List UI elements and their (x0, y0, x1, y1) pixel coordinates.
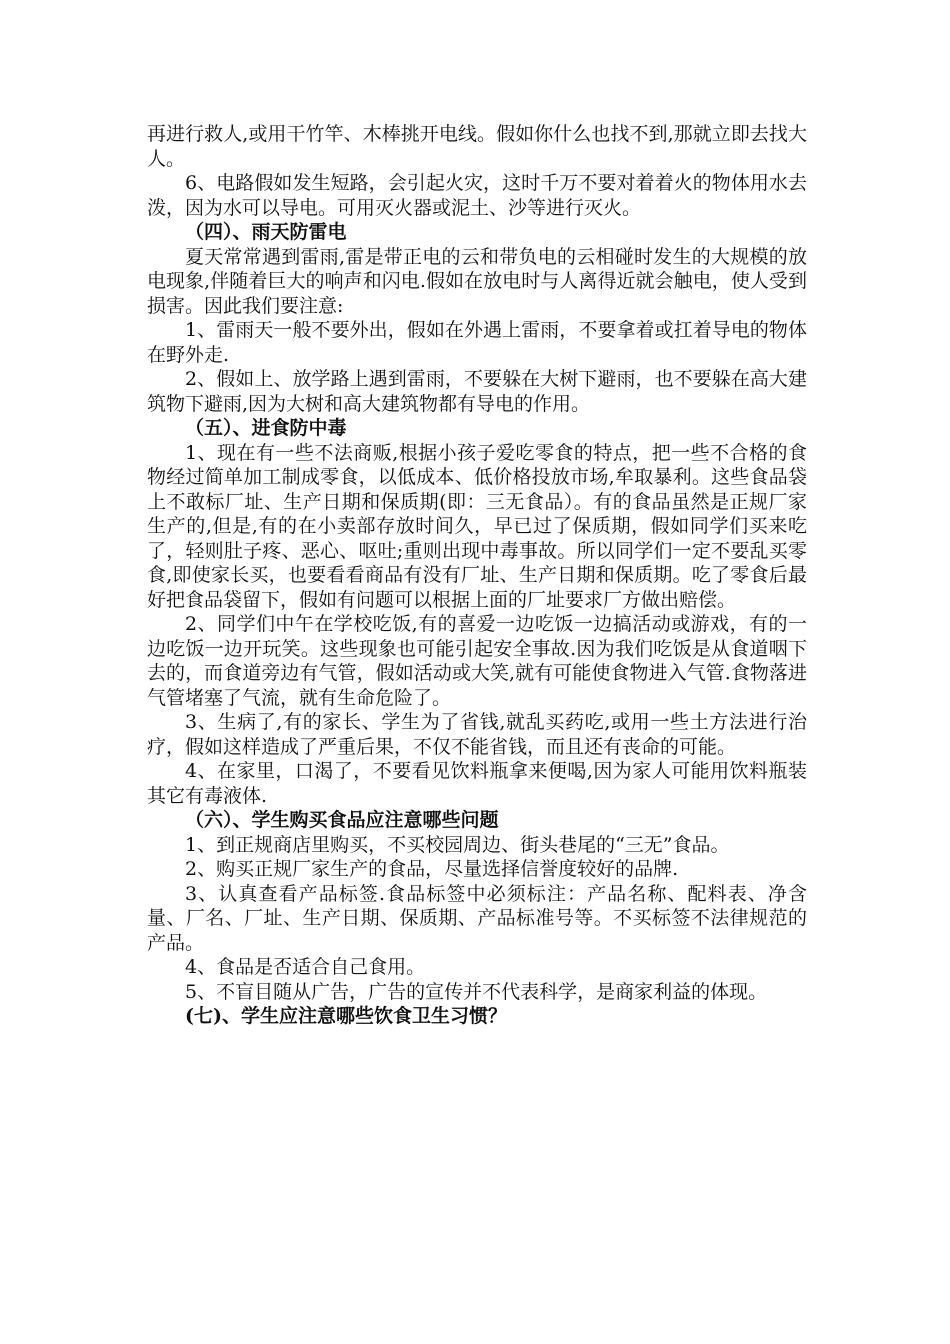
heading-buying-food: （六）、学生购买食品应注意哪些问题 (185, 809, 499, 831)
document-page (147, 122, 807, 1029)
paragraph-food-4: 4、在家里，口渴了，不要看见饮料瓶拿来便喝,因为家人可能用饮料瓶装其它有毒液体. (147, 760, 807, 807)
paragraph-thunder-1: 1、雷雨天一般不要外出，假如在外遇上雷雨，不要拿着或扛着导电的物体在野外走. (147, 319, 807, 366)
paragraph-food-3: 3、生病了,有的家长、学生为了省钱,就乱买药吃,或用一些土方法进行治疗，假如这样造成了严重后果，不仅不能省钱，而且还有丧命的可能。 (147, 711, 807, 758)
paragraph-food-1: 1、现在有一些不法商贩,根据小孩子爱吃零食的特点，把一些不合格的食物经过简单加工制成零食，以低成本、低价格投放市场,牟取暴利。这些食品袋上不敢标厂址、生产日期和保质期(即：三无食品）。有的食品虽然是正规厂家生产的,但是,有的在小卖部存放时间久，早已过了保质期，假如同学们买来吃了，轻则肚子疼、恶心、呕吐;重则出现中毒事故。所以同学们一定不要乱买零食,即使家长买，也要看看商品有没有厂址、生产日期和保质期。吃了零食后最好把食品袋留下，假如有问题可以根据上面的厂址要求厂方做出赔偿。 (147, 441, 807, 611)
paragraph-buying-5: 5、不盲目随从广告，广告的宣传并不代表科学，是商家利益的体现。 (185, 980, 768, 1003)
heading-hygiene-habits: (七)、学生应注意哪些饮食卫生习惯？ (185, 1005, 507, 1027)
paragraph-buying-3: 3、认真查看产品标签.食品标签中必须标注：产品名称、配料表、净含量、厂名、厂址、生产日期、保质期、产品标准号等。不买标签不法律规范的产品。 (147, 882, 807, 954)
paragraph-buying-1: 1、到正规商店里购买，不买校园周边、街头巷尾的“三无”食品。 (185, 833, 730, 856)
paragraph-buying-4: 4、食品是否适合自己食用。 (185, 956, 426, 978)
paragraph-rescue-continued: 再进行救人,或用干竹竿、木棒挑开电线。假如你什么也找不到,那就立即去找大人。 (147, 123, 807, 170)
paragraph-buying-2: 2、购买正规厂家生产的食品，尽量选择信誉度较好的品牌. (185, 858, 679, 880)
paragraph-short-circuit: 6、电路假如发生短路，会引起火灾，这时千万不要对着着火的物体用水去泼，因为水可以导电。可用灭火器或泥土、沙等进行灭火。 (147, 172, 807, 219)
paragraph-thunder-intro: 夏天常常遇到雷雨,雷是带正电的云和带负电的云相碰时发生的大规模的放电现象,伴随着巨大的响声和闪电.假如在放电时与人离得近就会触电，使人受到损害。因此我们要注意: (147, 245, 807, 317)
paragraph-thunder-2: 2、假如上、放学路上遇到雷雨，不要躲在大树下避雨，也不要躲在高大建筑物下避雨,因为大树和高大建筑物都有导电的作用。 (147, 368, 807, 415)
heading-thunderstorm: （四）、雨天防雷电 (185, 221, 347, 243)
heading-food-poisoning: （五）、进食防中毒 (185, 417, 347, 439)
paragraph-food-2: 2、同学们中午在学校吃饭,有的喜爱一边吃饭一边搞活动或游戏，有的一边吃饭一边开玩笑。这些现象也可能引起安全事故.因为我们吃饭是从食道咽下去的，而食道旁边有气管，假如活动或大笑,就有可能使食物进入气管.食物落进气管堵塞了气流，就有生命危险了。 (147, 613, 807, 709)
